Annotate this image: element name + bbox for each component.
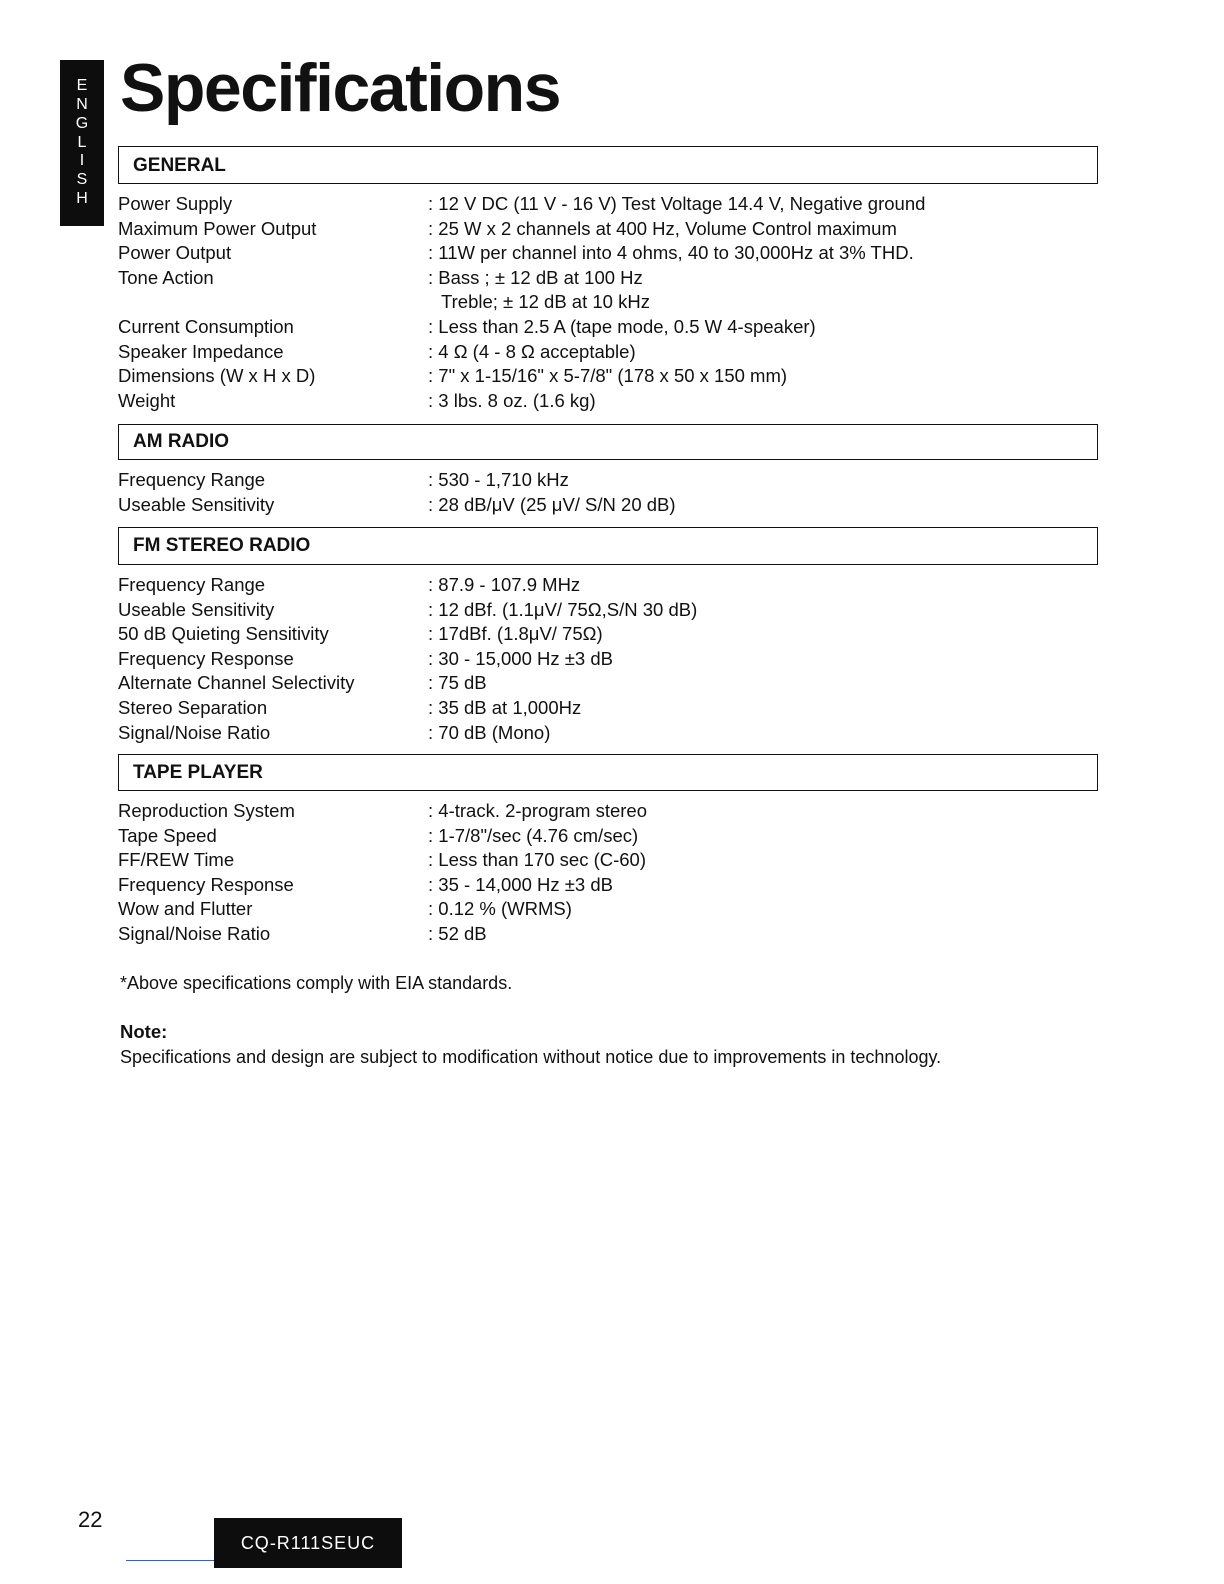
- spec-list: [118, 799, 1098, 947]
- note-text: Specifications and design are subject to modification without notice due to improvements in technology.: [120, 1047, 942, 1067]
- model-badge: [214, 1518, 402, 1568]
- spec-label: Tape Speed: [118, 824, 217, 846]
- spec-list: [118, 192, 1098, 413]
- section-heading: AM RADIO: [133, 431, 230, 452]
- spec-value: : 35 - 14,000 Hz ±3 dB: [428, 873, 613, 895]
- section-heading-box: [118, 146, 1098, 184]
- spec-row: [118, 696, 1098, 721]
- spec-label: Frequency Response: [118, 873, 294, 895]
- spec-label: Frequency Range: [118, 469, 266, 490]
- spec-label: Speaker Impedance: [118, 340, 284, 362]
- section-general: [118, 146, 1098, 413]
- section-tape-player: [118, 754, 1098, 947]
- spec-row: [118, 897, 1098, 922]
- page-number: 22: [78, 1507, 103, 1532]
- language-tab-letter: S: [76, 171, 88, 189]
- spec-value: : 4 Ω (4 - 8 Ω acceptable): [428, 340, 636, 362]
- language-tab: [60, 60, 104, 226]
- spec-label: Wow and Flutter: [118, 898, 253, 920]
- section-heading: FM STEREO RADIO: [133, 535, 311, 556]
- spec-value: : 0.12 % (WRMS): [428, 898, 572, 920]
- spec-value: : 12 V DC (11 V - 16 V) Test Voltage 14.4 V, Negative ground: [428, 193, 926, 214]
- spec-value: : 75 dB: [428, 672, 487, 694]
- spec-row: [118, 241, 1098, 266]
- spec-label: Frequency Response: [118, 647, 294, 669]
- spec-row: [118, 468, 1098, 493]
- section-heading-box: [118, 754, 1098, 791]
- section-heading-box: [118, 424, 1098, 460]
- spec-label: Stereo Separation: [118, 696, 268, 718]
- spec-value: : 28 dB/μV (25 μV/ S/N 20 dB): [428, 493, 676, 515]
- language-tab-letter: N: [76, 96, 88, 113]
- spec-value: : 1-7/8"/sec (4.76 cm/sec): [428, 824, 639, 846]
- spec-label: Current Consumption: [118, 315, 294, 337]
- spec-list: [118, 573, 1098, 745]
- spec-label: Maximum Power Output: [118, 217, 317, 239]
- spec-value: : 87.9 - 107.9 MHz: [428, 574, 581, 595]
- spec-list: [118, 468, 1098, 517]
- spec-value: : 30 - 15,000 Hz ±3 dB: [428, 647, 613, 669]
- spec-label: Power Supply: [118, 193, 233, 214]
- spec-row: [118, 721, 1098, 746]
- spec-row: [118, 192, 1098, 217]
- spec-row: [118, 266, 1098, 291]
- spec-value: Treble; ± 12 dB at 10 kHz: [441, 291, 650, 313]
- spec-label: Useable Sensitivity: [118, 598, 275, 620]
- spec-label: Alternate Channel Selectivity: [118, 672, 355, 694]
- spec-row: [118, 647, 1098, 672]
- spec-label: Useable Sensitivity: [118, 493, 275, 515]
- note-title: Note:: [120, 1021, 168, 1042]
- spec-row: [118, 598, 1098, 623]
- language-tab-letter: L: [77, 133, 87, 151]
- spec-row: [118, 671, 1098, 696]
- spec-value: : 4-track. 2-program stereo: [428, 800, 647, 821]
- spec-value: : 11W per channel into 4 ohms, 40 to 30,000Hz at 3% THD.: [428, 242, 914, 264]
- page-title: Specifications: [120, 50, 561, 126]
- spec-value: : 35 dB at 1,000Hz: [428, 696, 582, 718]
- spec-label: Signal/Noise Ratio: [118, 922, 271, 944]
- spec-label: Tone Action: [118, 266, 214, 288]
- section-am-radio: [118, 424, 1098, 517]
- section-heading: GENERAL: [133, 155, 226, 176]
- spec-row: [118, 315, 1098, 340]
- spec-row: [118, 848, 1098, 873]
- spec-row: [118, 217, 1098, 242]
- spec-value: : 530 - 1,710 kHz: [428, 469, 569, 490]
- spec-value: : 17dBf. (1.8μV/ 75Ω): [428, 623, 603, 645]
- spec-value: : Bass ; ± 12 dB at 100 Hz: [428, 266, 643, 288]
- section-heading-box: [118, 527, 1098, 565]
- spec-row: [118, 622, 1098, 647]
- section-fm-stereo-radio: [118, 527, 1098, 745]
- spec-label: Reproduction System: [118, 800, 295, 821]
- spec-label: 50 dB Quieting Sensitivity: [118, 623, 329, 645]
- spec-row: [118, 364, 1098, 389]
- language-tab-letter: E: [76, 77, 88, 95]
- spec-row: [118, 573, 1098, 598]
- spec-label: Signal/Noise Ratio: [118, 721, 271, 743]
- spec-value: : Less than 2.5 A (tape mode, 0.5 W 4-speaker): [428, 315, 816, 337]
- model-number: CQ-R111SEUC: [240, 1532, 376, 1553]
- spec-value: : 25 W x 2 channels at 400 Hz, Volume Control maximum: [428, 217, 897, 239]
- spec-value: : 3 lbs. 8 oz. (1.6 kg): [428, 389, 596, 411]
- spec-row: [118, 290, 1098, 315]
- spec-value: : 12 dBf. (1.1μV/ 75Ω,S/N 30 dB): [428, 598, 698, 620]
- spec-row: [118, 389, 1098, 414]
- spec-label: FF/REW Time: [118, 849, 235, 871]
- spec-row: [118, 873, 1098, 898]
- spec-value: : Less than 170 sec (C-60): [428, 849, 646, 871]
- eia-footnote: *Above specifications comply with EIA standards.: [120, 973, 513, 993]
- spec-value: : 7" x 1-15/16" x 5-7/8" (178 x 50 x 150 mm): [428, 365, 788, 387]
- spec-label: Power Output: [118, 242, 232, 264]
- spec-label: Dimensions (W x H x D): [118, 365, 316, 387]
- spec-label: Weight: [118, 389, 176, 411]
- spec-row: [118, 493, 1098, 518]
- section-heading: TAPE PLAYER: [133, 762, 263, 783]
- language-tab-letter: H: [76, 189, 88, 207]
- spec-row: [118, 799, 1098, 824]
- spec-row: [118, 824, 1098, 849]
- language-tab-letter: I: [79, 152, 85, 170]
- spec-row: [118, 340, 1098, 365]
- spec-row: [118, 922, 1098, 947]
- spec-label: Frequency Range: [118, 574, 266, 595]
- spec-value: : 52 dB: [428, 922, 487, 944]
- spec-label: [118, 290, 428, 315]
- spec-value: : 70 dB (Mono): [428, 721, 551, 743]
- language-tab-letter: G: [75, 114, 89, 132]
